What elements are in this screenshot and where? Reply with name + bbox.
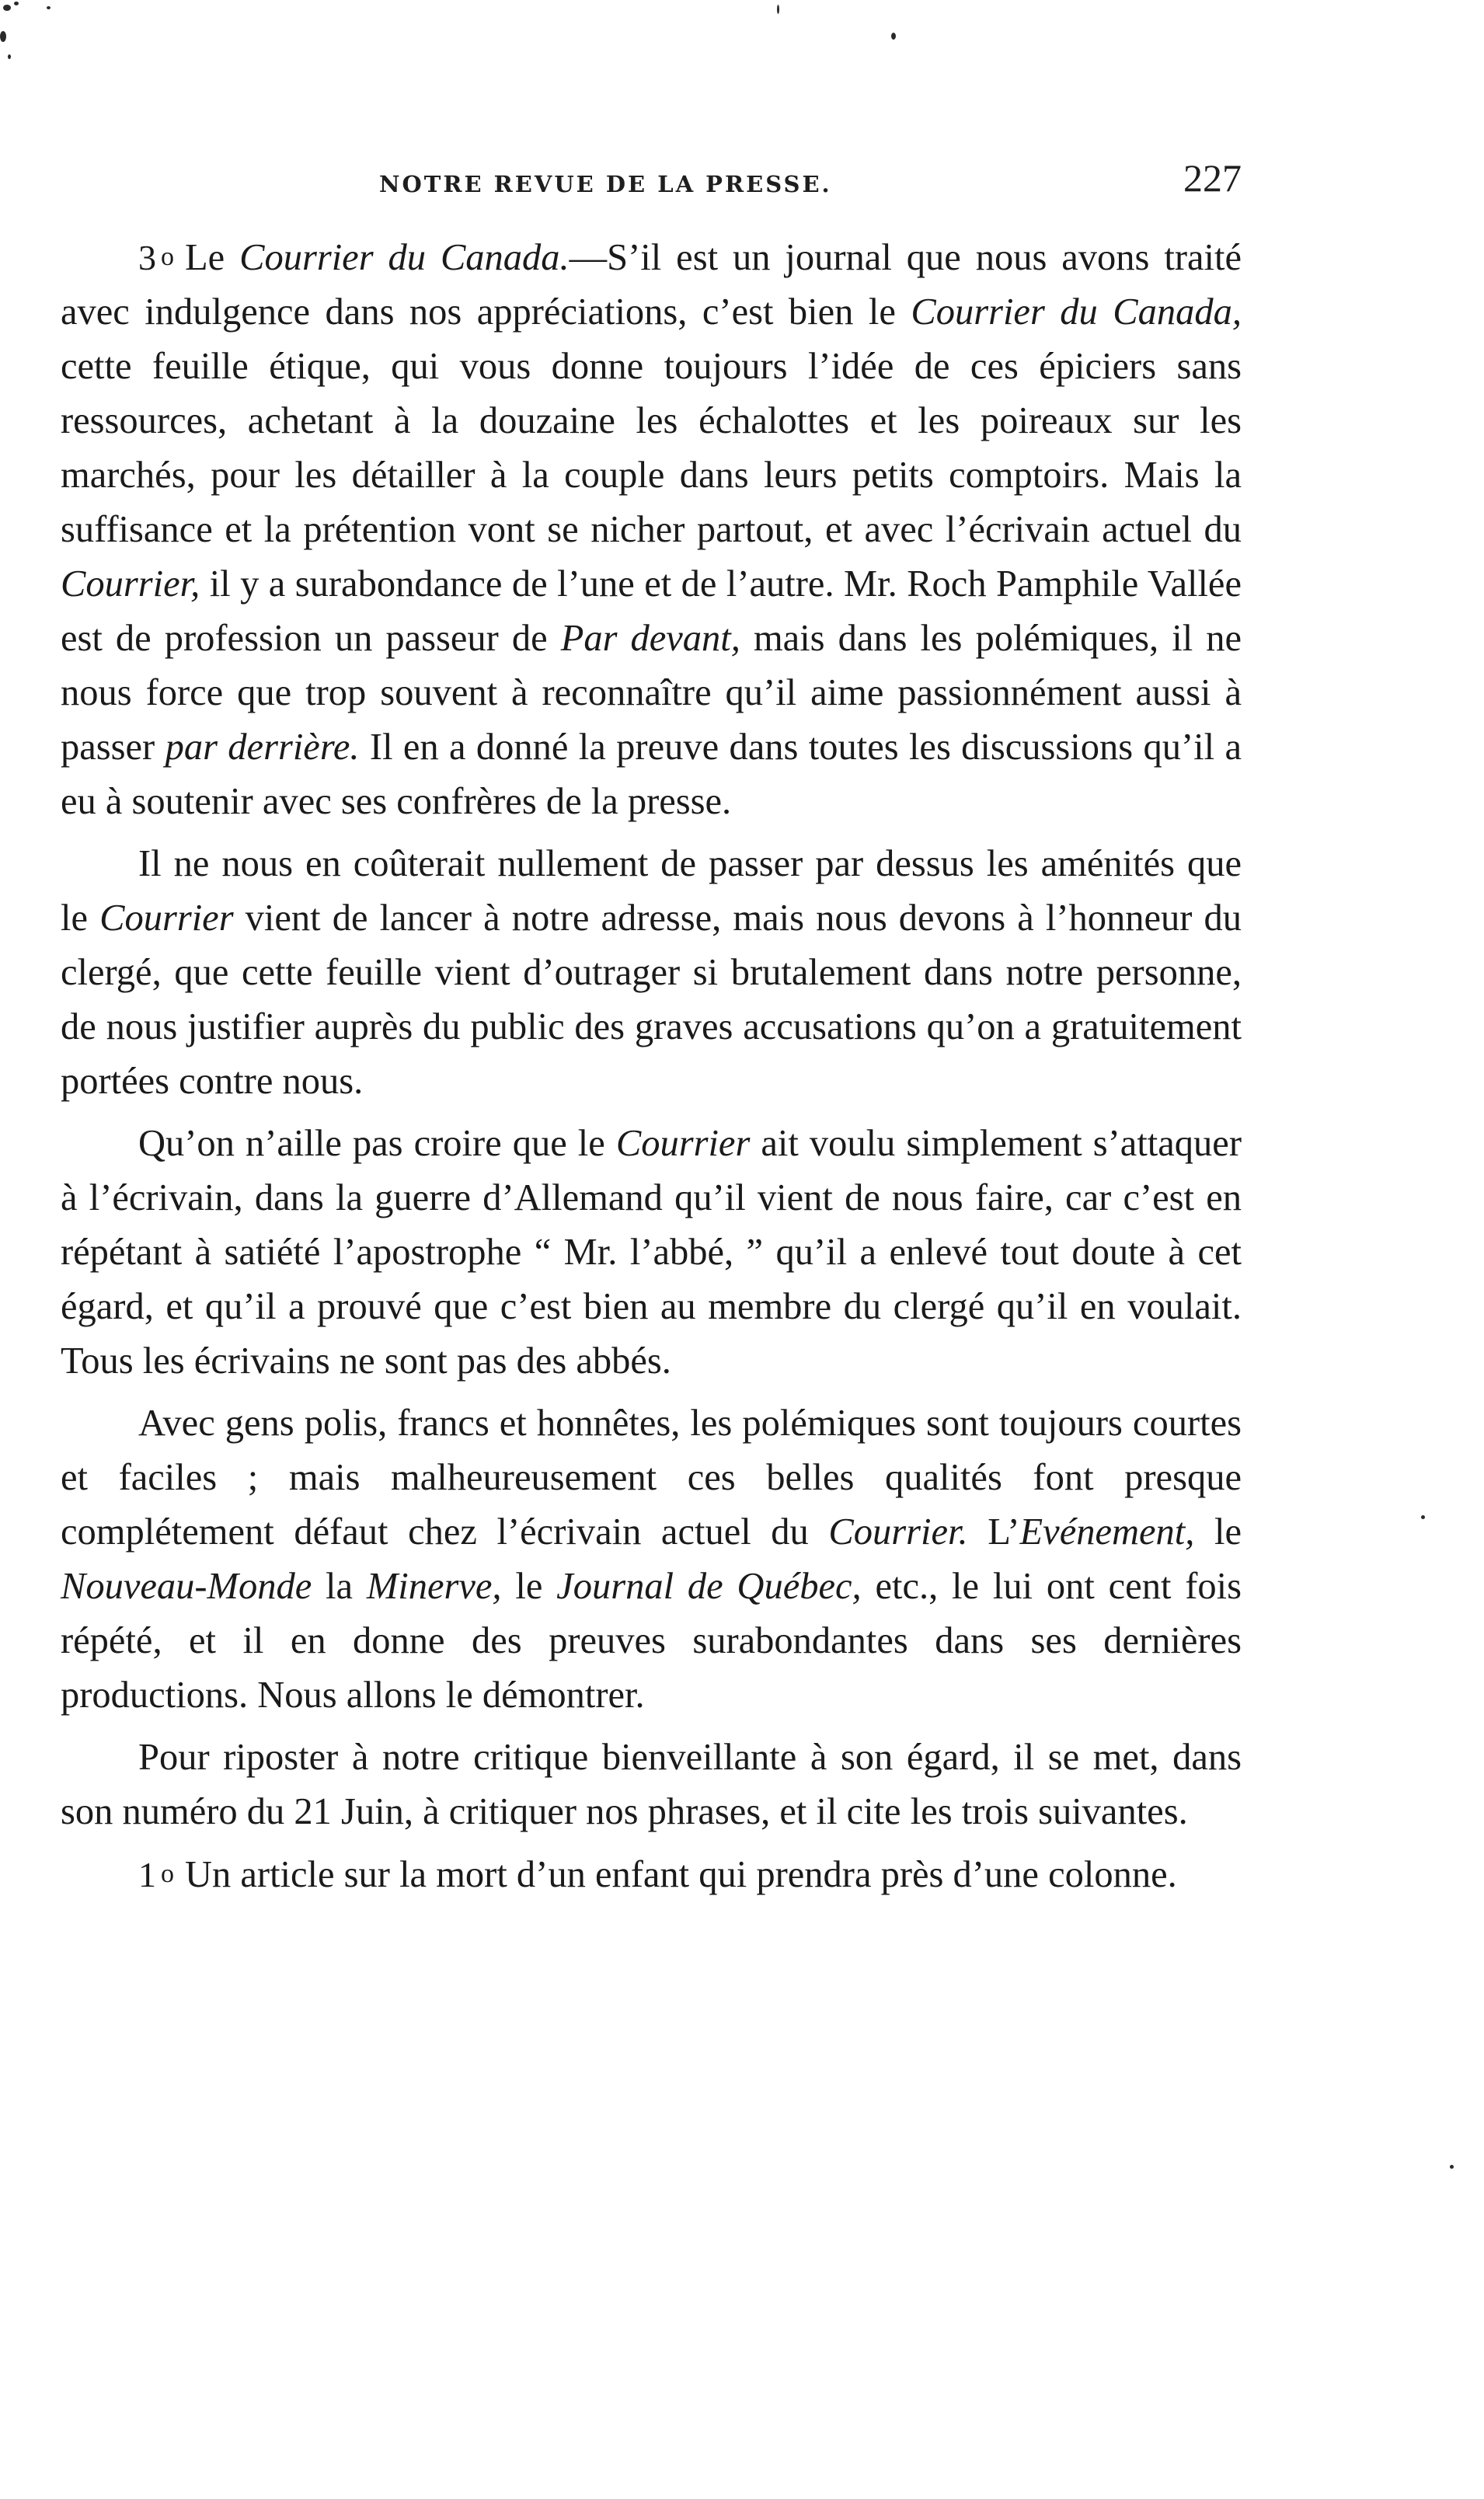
text-run: la [312, 1566, 367, 1607]
text-run: —S’il est un journal que nous avons traité avec indulgence dans nos appréciations, c’est bien le [61, 237, 1242, 333]
italic-title: Courrier [615, 1123, 751, 1164]
text-run: vient de lancer à notre adresse, mais nous devons à l’honneur du clergé, que cette feuille vient d’outrager si brutalement dans notre personne, de nous justifier auprès du public des graves accusations qu’on a gratuitement portées contre nous. [61, 897, 1242, 1102]
italic-title: par derrière. [165, 727, 360, 768]
italic-title: Courrier du Canada, [911, 291, 1242, 333]
text-run: Qu’on n’aille pas croire que le [138, 1123, 616, 1164]
text-run: le [1194, 1511, 1242, 1553]
italic-title: Nouveau-Monde [61, 1566, 312, 1607]
italic-title: Minerve, [366, 1566, 502, 1607]
print-speckle [1450, 2165, 1454, 2169]
italic-title: Par devant, [560, 618, 740, 659]
ordinal-mark: o [161, 1859, 174, 1888]
text-run: Pour riposter à notre critique bienveillante à son égard, il se met, dans son numéro du 21 Juin, à critiquer nos phrases, et il cite les trois suivantes. [61, 1737, 1242, 1832]
italic-title: Courrier, [61, 563, 200, 605]
paragraph [61, 230, 1242, 829]
text-run: Un article sur la mort d’un enfant qui prendra près d’une colonne. [185, 1854, 1177, 1895]
text-run: Le [185, 237, 240, 278]
print-speckle [891, 33, 896, 40]
running-head: NOTRE REVUE DE LA PRESSE. [379, 171, 832, 197]
item-number: 3 [138, 238, 156, 277]
paragraph [61, 1730, 1242, 1839]
text-run: il y a surabondance de l’une et de l’autre. Mr. Roch Pamphile Vallée est de profession un passeur de [61, 563, 1242, 659]
print-speckle [0, 31, 6, 42]
print-speckle [1421, 1515, 1425, 1519]
text-run: etc., le lui ont cent fois répété, et il en donne des preuves surabondantes dans ses dernières productions. Nous allons le démontrer. [61, 1566, 1242, 1716]
paragraph [61, 837, 1242, 1109]
italic-title: Evénement, [1019, 1511, 1195, 1553]
print-speckle [47, 6, 51, 9]
italic-title: Courrier [99, 897, 234, 939]
page-header [61, 155, 1242, 218]
print-speckle [14, 2, 19, 5]
print-speckle [3, 5, 11, 11]
paragraph [61, 1847, 1242, 1902]
body-text [61, 230, 1242, 1910]
text-run: mais dans les polémiques, il ne nous force que trop souvent à reconnaître qu’il aime passionnément aussi à passer [61, 618, 1242, 768]
print-speckle [8, 54, 11, 59]
ordinal-mark: o [161, 242, 174, 271]
print-speckle [777, 5, 779, 14]
italic-title: Courrier. [828, 1511, 968, 1553]
paragraph [61, 1396, 1242, 1723]
paragraph [61, 1117, 1242, 1389]
text-run: Avec gens polis, francs et honnêtes, les polémiques sont toujours courtes et faciles ; mais malheureusement ces belles qualités font presque complétement défaut chez l’écrivain actuel du [61, 1403, 1242, 1553]
item-number: 1 [138, 1855, 156, 1894]
italic-title: Journal de Québec, [556, 1566, 862, 1607]
text-run: cette feuille étique, qui vous donne toujours l’idée de ces épiciers sans ressources, achetant à la douzaine les échalottes et les poireaux sur les marchés, pour les détailler à la couple dans leurs petits comptoirs. Mais la suffisance et la prétention vont se nicher partout, et avec l’écrivain actuel du [61, 346, 1242, 550]
page-number: 227 [1183, 156, 1242, 200]
text-run: Il en a donné la preuve dans toutes les discussions qu’il a eu à soutenir avec ses confrères de la presse. [61, 727, 1242, 822]
text-run: L’ [967, 1511, 1020, 1553]
text-run: ait voulu simplement s’attaquer à l’écrivain, dans la guerre d’Allemand qu’il vient de nous faire, car c’est en répétant à satiété l’apostrophe “ Mr. l’abbé, ” qu’il a enlevé tout doute à cet égard, et qu’il a prouvé que c’est bien au membre du clergé qu’il en voulait. Tous les écrivains ne sont pas des abbés. [61, 1123, 1242, 1382]
text-run: Il ne nous en coûterait nullement de passer par dessus les aménités que le [61, 843, 1242, 939]
italic-title: Courrier du Canada. [239, 237, 570, 278]
text-run: le [501, 1566, 557, 1607]
